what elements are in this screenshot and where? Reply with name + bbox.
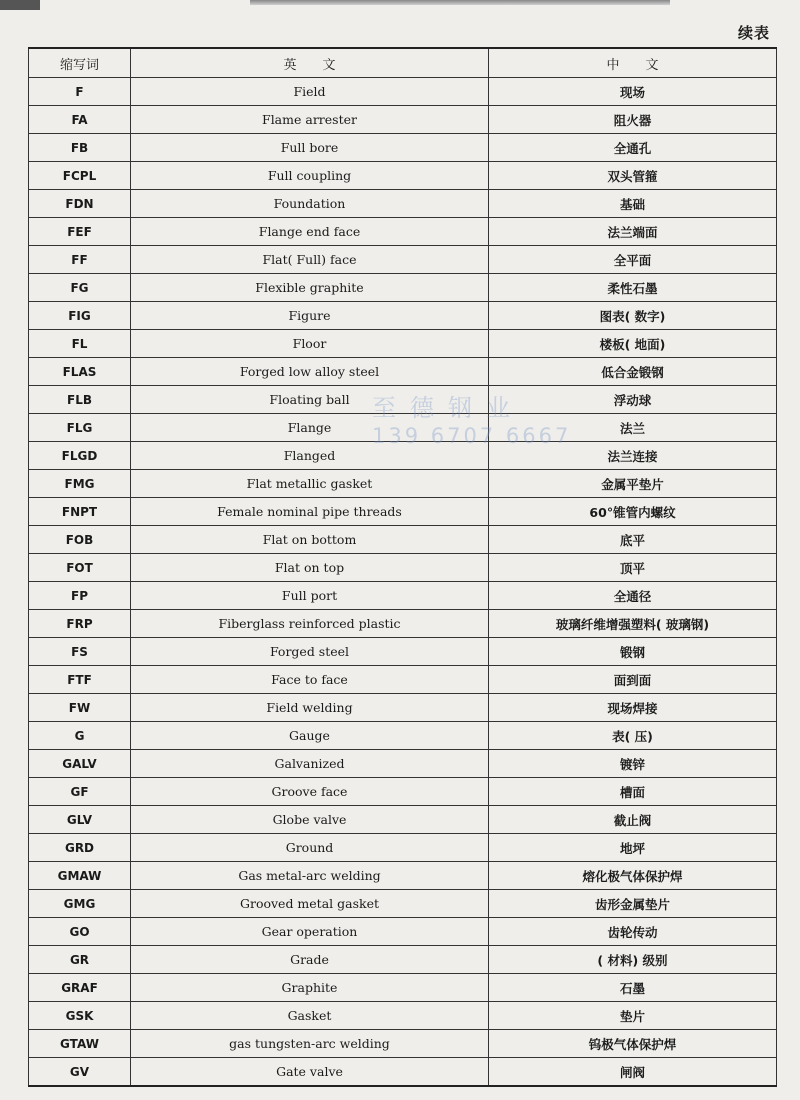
abbr-cell: GLV [29,806,131,834]
english-cell: Gear operation [131,918,489,946]
english-cell: Face to face [131,666,489,694]
english-cell: Floor [131,330,489,358]
chinese-cell: 地坪 [489,834,777,862]
table-row [29,1058,777,1087]
abbr-cell: FF [29,246,131,274]
abbr-cell: FEF [29,218,131,246]
abbr-cell: FB [29,134,131,162]
chinese-cell: 齿形金属垫片 [489,890,777,918]
english-cell: Groove face [131,778,489,806]
abbr-cell: F [29,78,131,106]
table-row [29,162,777,190]
english-cell: Field [131,78,489,106]
chinese-cell: 楼板( 地面) [489,330,777,358]
english-cell: Field welding [131,694,489,722]
table-row [29,190,777,218]
table-row [29,1030,777,1058]
english-cell: Fiberglass reinforced plastic [131,610,489,638]
english-cell: Figure [131,302,489,330]
chinese-cell: 钨极气体保护焊 [489,1030,777,1058]
chinese-cell: 低合金锻钢 [489,358,777,386]
table-row [29,106,777,134]
table-row [29,834,777,862]
chinese-cell: 全平面 [489,246,777,274]
english-cell: Flange end face [131,218,489,246]
chinese-cell: 全通径 [489,582,777,610]
abbr-cell: FA [29,106,131,134]
abbr-cell: FG [29,274,131,302]
abbr-cell: FLGD [29,442,131,470]
chinese-cell: 槽面 [489,778,777,806]
english-cell: Flexible graphite [131,274,489,302]
chinese-cell: 柔性石墨 [489,274,777,302]
chinese-cell: 60°锥管内螺纹 [489,498,777,526]
english-cell: Full coupling [131,162,489,190]
header-english: 英 文 [131,48,489,78]
english-cell: Grooved metal gasket [131,890,489,918]
chinese-cell: 双头管箍 [489,162,777,190]
abbr-cell: FP [29,582,131,610]
abbr-cell: FNPT [29,498,131,526]
chinese-cell: 镀锌 [489,750,777,778]
table-row [29,946,777,974]
table-row [29,358,777,386]
abbr-cell: FOT [29,554,131,582]
chinese-cell: 基础 [489,190,777,218]
abbr-cell: GMAW [29,862,131,890]
table-row [29,610,777,638]
table-row [29,722,777,750]
english-cell: gas tungsten-arc welding [131,1030,489,1058]
abbr-cell: FL [29,330,131,358]
english-cell: Flange [131,414,489,442]
chinese-cell: 现场焊接 [489,694,777,722]
header-chinese: 中 文 [489,48,777,78]
table-row [29,582,777,610]
table-row [29,498,777,526]
abbr-cell: FLAS [29,358,131,386]
table-row [29,134,777,162]
english-cell: Gauge [131,722,489,750]
chinese-cell: 齿轮传动 [489,918,777,946]
table-row [29,470,777,498]
table-row [29,806,777,834]
chinese-cell: 现场 [489,78,777,106]
table-row [29,526,777,554]
table-row [29,778,777,806]
chinese-cell: ( 材料) 级别 [489,946,777,974]
table-row [29,330,777,358]
abbr-cell: GTAW [29,1030,131,1058]
chinese-cell: 面到面 [489,666,777,694]
chinese-cell: 截止阀 [489,806,777,834]
table-row [29,274,777,302]
abbr-cell: FDN [29,190,131,218]
table-row [29,386,777,414]
table-row [29,750,777,778]
english-cell: Floating ball [131,386,489,414]
abbr-cell: FMG [29,470,131,498]
table-row [29,862,777,890]
english-cell: Globe valve [131,806,489,834]
abbr-cell: FW [29,694,131,722]
english-cell: Gas metal-arc welding [131,862,489,890]
table-row [29,302,777,330]
abbr-cell: FCPL [29,162,131,190]
chinese-cell: 全通孔 [489,134,777,162]
english-cell: Gasket [131,1002,489,1030]
chinese-cell: 法兰连接 [489,442,777,470]
table-row [29,974,777,1002]
abbr-cell: GALV [29,750,131,778]
abbr-cell: FLG [29,414,131,442]
english-cell: Full port [131,582,489,610]
page-corner-mark [0,0,40,10]
english-cell: Flat on bottom [131,526,489,554]
chinese-cell: 底平 [489,526,777,554]
abbr-cell: FIG [29,302,131,330]
abbr-cell: GRD [29,834,131,862]
watermark-company: 至德钢业 [372,394,524,422]
english-cell: Flat( Full) face [131,246,489,274]
english-cell: Graphite [131,974,489,1002]
table-row [29,414,777,442]
watermark-phone: 139 6707 6667 [372,424,572,448]
english-cell: Flat on top [131,554,489,582]
english-cell: Foundation [131,190,489,218]
chinese-cell: 闸阀 [489,1058,777,1087]
english-cell: Flanged [131,442,489,470]
abbr-cell: FLB [29,386,131,414]
english-cell: Galvanized [131,750,489,778]
continued-table-label: 续表 [737,24,770,42]
chinese-cell: 锻钢 [489,638,777,666]
abbr-cell: FOB [29,526,131,554]
abbr-cell: GO [29,918,131,946]
table-row [29,218,777,246]
chinese-cell: 熔化极气体保护焊 [489,862,777,890]
chinese-cell: 顶平 [489,554,777,582]
table-row [29,890,777,918]
chinese-cell: 石墨 [489,974,777,1002]
english-cell: Gate valve [131,1058,489,1087]
table-header-row [29,48,777,78]
table-row [29,1002,777,1030]
chinese-cell: 图表( 数字) [489,302,777,330]
english-cell: Forged steel [131,638,489,666]
page-top-rule [250,0,670,5]
english-cell: Flat metallic gasket [131,470,489,498]
english-cell: Grade [131,946,489,974]
abbr-cell: GMG [29,890,131,918]
english-cell: Flame arrester [131,106,489,134]
english-cell: Female nominal pipe threads [131,498,489,526]
abbr-cell: GV [29,1058,131,1087]
abbr-cell: GF [29,778,131,806]
abbreviation-table [28,47,777,1087]
english-cell: Full bore [131,134,489,162]
abbr-cell: G [29,722,131,750]
abbr-cell: GRAF [29,974,131,1002]
abbr-cell: GR [29,946,131,974]
table-row [29,246,777,274]
chinese-cell: 法兰 [489,414,777,442]
chinese-cell: 阻火器 [489,106,777,134]
abbr-cell: FS [29,638,131,666]
table-row [29,638,777,666]
table-row [29,78,777,106]
abbr-cell: FTF [29,666,131,694]
table-row [29,442,777,470]
header-abbreviation: 缩写词 [29,48,131,78]
table-row [29,554,777,582]
table-row [29,694,777,722]
abbr-cell: FRP [29,610,131,638]
english-cell: Forged low alloy steel [131,358,489,386]
english-cell: Ground [131,834,489,862]
chinese-cell: 浮动球 [489,386,777,414]
chinese-cell: 金属平垫片 [489,470,777,498]
abbr-cell: GSK [29,1002,131,1030]
chinese-cell: 法兰端面 [489,218,777,246]
table-row [29,666,777,694]
chinese-cell: 表( 压) [489,722,777,750]
chinese-cell: 玻璃纤维增强塑料( 玻璃钢) [489,610,777,638]
chinese-cell: 垫片 [489,1002,777,1030]
table-row [29,918,777,946]
